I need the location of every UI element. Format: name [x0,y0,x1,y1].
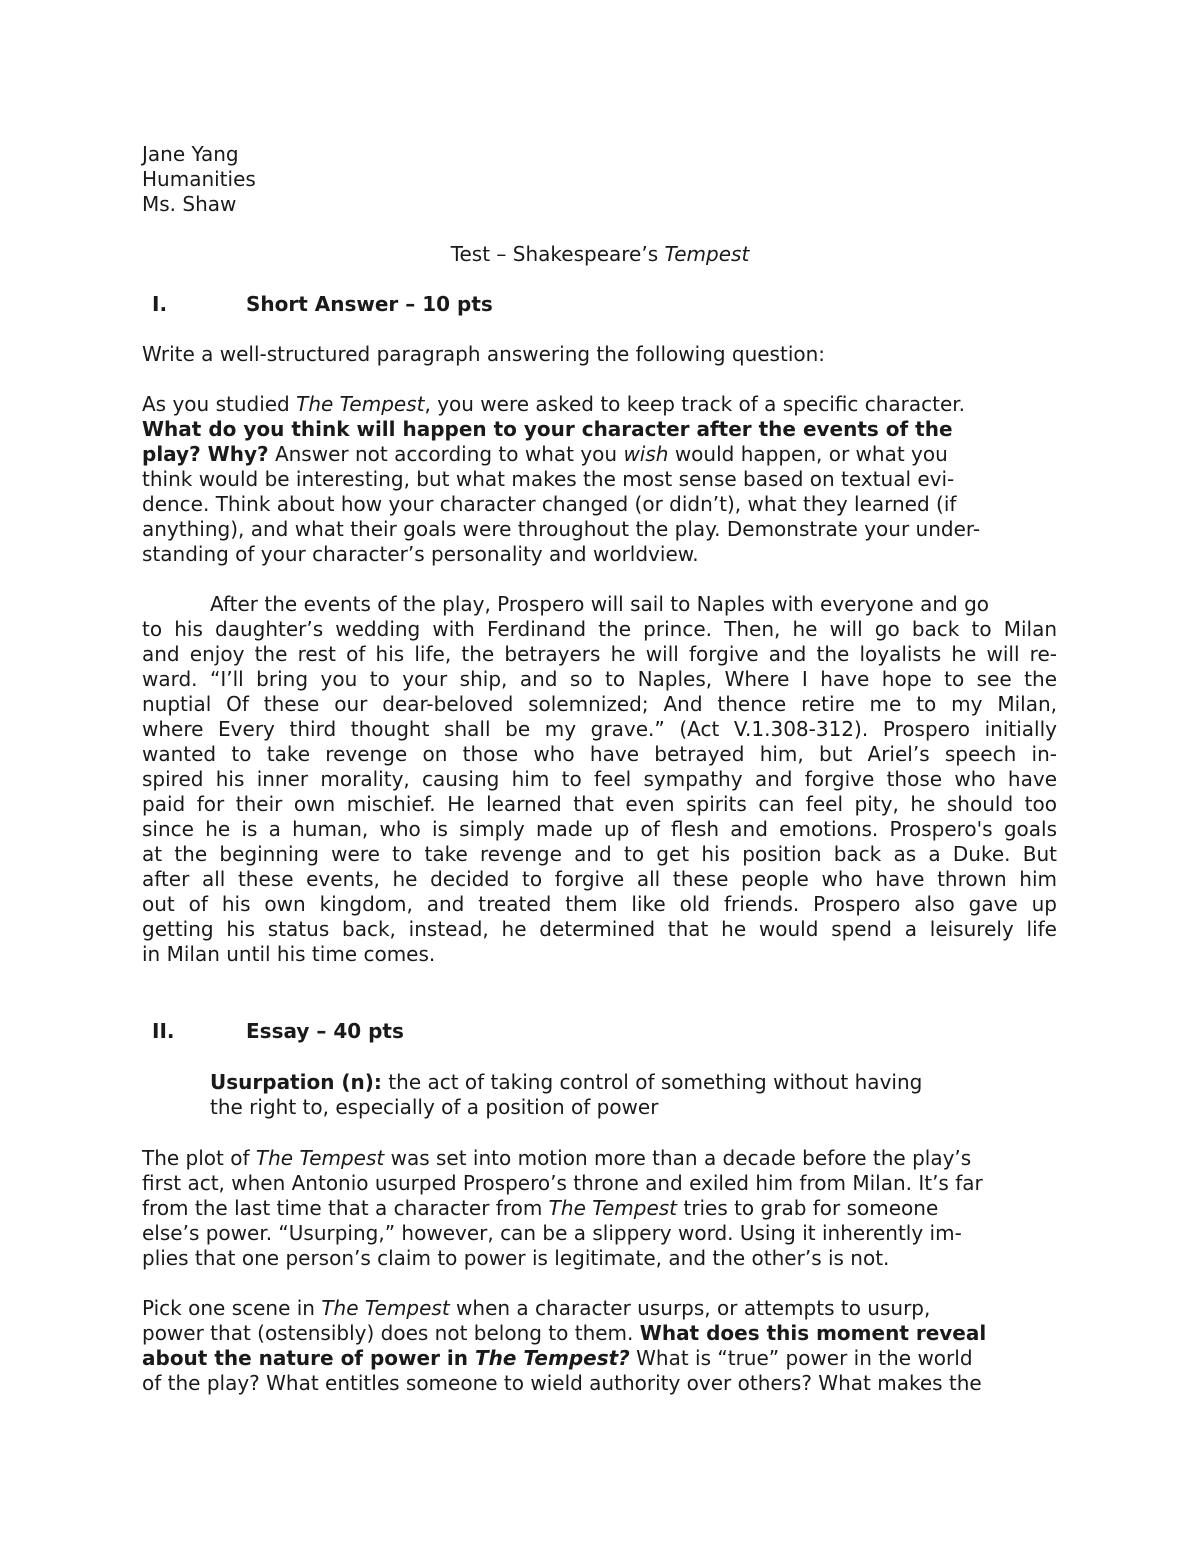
title-prefix: Test – Shakespeare’s [450,242,665,266]
section-1-instruction: Write a well-structured paragraph answering the following question: [142,342,826,366]
answer-line: and enjoy the rest of his life, the betrayers he will forgive and the loyalists he will re- [142,642,1057,666]
section-2-heading: Essay – 40 pts [246,1019,404,1043]
section-1-numeral: I. [152,292,168,316]
answer-line: ward. “I’ll bring you to your ship, and so to Naples, Where I have hope to see the [142,667,1057,691]
page-title [0,242,1200,267]
answer-line: after all these events, he decided to forgive all these people who have thrown him [142,867,1057,891]
answer-line: since he is a human, who is simply made up of flesh and emotions. Prospero's goals [142,817,1057,841]
answer-line: After the events of the play, Prospero will sail to Naples with everyone and go [210,592,990,616]
student-name: Jane Yang [142,142,239,166]
answer-line: getting his status back, instead, he determined that he would spend a leisurely life [142,917,1057,941]
answer-line: spired his inner morality, causing him to feel sympathy and forgive those who have [142,767,1057,791]
course-name: Humanities [142,167,256,191]
answer-line: at the beginning were to take revenge and to get his position back as a Duke. But [142,842,1057,866]
answer-line: to his daughter’s wedding with Ferdinand the prince. Then, he will go back to Milan [142,617,1057,641]
section-1-heading: Short Answer – 10 pts [246,292,493,316]
section-2-numeral: II. [152,1019,175,1043]
answer-line: in Milan until his time comes. [142,942,436,966]
answer-line: paid for their own mischief. He learned that even spirits can feel pity, he should too [142,792,1057,816]
document-page: Jane Yang Humanities Ms. Shaw Test – Shakespeare’s Tempest I. Short Answer – 10 pts Write a well-structured paragraph answering the following question: As you studied The Tempest, you were asked to keep track of a specific character. What do you think will happen to your character after the events of the play? Why? Answer not according to what you wish would happen, or what you think would be interesting, but what makes the most sense based on textual evi- dence. Think about how your character changed (or didn’t), what they learned (if anything), and what their goals were throughout the play. Demonstrate your under- standing of your character’s personality and worldview. After the events of the play, Prospero will sail to Naples with everyone and go to his daughter’s wedding with Ferdinand the prince. Then, he will go back to Milan and enjoy the rest of his life, the betrayers he will forgive and the loyalists he will re- ward. “I’ll bring you to your ship, and so to Naples, Where I have hope to see the nuptial Of these our dear-beloved solemnized; And thence retire me to my Milan, where Every third thought shall be my grave.” (Act V.1.308-312). Prospero initially wanted to take revenge on those who have betrayed him, but Ariel’s speech in- spired his inner morality, causing him to feel sympathy and forgive those who have paid for their own mischief. He learned that even spirits can feel pity, he should too since he is a human, who is simply made up of flesh and emotions. Prospero's goals at the beginning were to take revenge and to get his position back as a Duke. But after all these events, he decided to forgive all these people who have thrown him out of his own kingdom, and treated them like old friends. Prospero also gave up getting his status back, instead, he determined that he would spend a leisurely life in Milan until his time comes. II. Essay – 40 pts Usurpation (n): the act of taking control of something without having the right to, especially of a position of power The plot of The Tempest was set into motion more than a decade before the play’s first act, when Antonio usurped Prospero’s throne and exiled him from Milan. It’s far from the last time that a character from The Tempest tries to grab for someone else’s power. “Usurping,” however, can be a slippery word. Using it inherently im- plies that one person’s claim to power is legitimate, and the other’s is not. Pick one scene in The Tempest when a character usurps, or attempts to usurp, power that (ostensibly) does not belong to them. What does this moment reveal about the nature of power in The Tempest? What is “true” power in the world of the play? What entitles someone to wield authority over others? What makes the [0,0,1200,1553]
definition-term: Usurpation (n): [210,1070,382,1094]
title-work: Tempest [664,242,750,266]
answer-line: out of his own kingdom, and treated them like old friends. Prospero also gave up [142,892,1057,916]
answer-line: where Every third thought shall be my grave.” (Act V.1.308-312). Prospero initially [142,717,1057,741]
answer-line: nuptial Of these our dear-beloved solemnized; And thence retire me to my Milan, [142,692,1057,716]
answer-line: wanted to take revenge on those who have betrayed him, but Ariel’s speech in- [142,742,1057,766]
teacher-name: Ms. Shaw [142,192,237,216]
